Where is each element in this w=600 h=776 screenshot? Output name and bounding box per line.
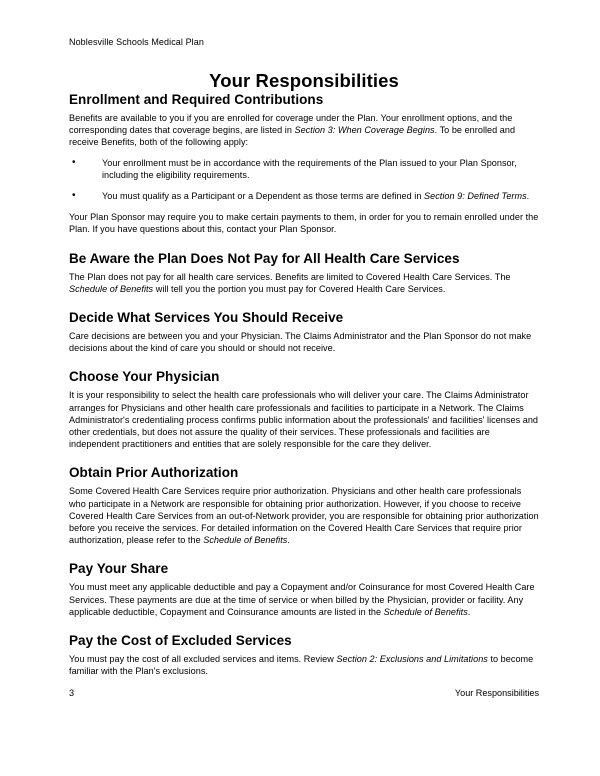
running-header: Noblesville Schools Medical Plan xyxy=(69,37,204,47)
list-item xyxy=(69,190,539,202)
section-decide-what-services xyxy=(69,295,539,354)
bullet-icon: • xyxy=(72,156,76,168)
footer-page-number: 3 xyxy=(69,688,75,698)
body-text-part1: Some Covered Health Care Services require prior authorization. Physicians and other health care professionals who participate in a Network are responsible for obtaining prior authorization. However, if you choose to receive Covered Health Care Services from an out-of-Network provider, you are responsible for obtaining prior authorization before you receive the services. For detailed information on the Covered Health Care Services that require prior authorization, please refer to the xyxy=(69,486,539,546)
body-text-part2: . xyxy=(287,535,290,546)
body-text-part1: The Plan does not pay for all health care services. Benefits are limited to Covered Health Care Services. The xyxy=(69,271,511,282)
page-content xyxy=(69,0,539,677)
body-reference-italic: Schedule of Benefits xyxy=(383,606,468,617)
intro-text-part1: Benefits are available to you if you are enrolled for coverage under the Plan. Your enrollment options, and the corresponding dates that coverage begins, are listed in xyxy=(69,113,513,136)
list-item-text-part2: . xyxy=(526,191,530,202)
body-text-part1: You must pay the cost of all excluded services and items. Review xyxy=(69,654,337,665)
body-text-part1: You must meet any applicable deductible and pay a Copayment and/or Coinsurance for most Covered Health Care Services. These payments are due at the time of service or when billed by the Physician, provider or facility. Any applicable deductible, Copayment and Coinsurance amounts are listed in the xyxy=(69,582,535,617)
body-reference-italic: Section 2: Exclusions and Limitations xyxy=(336,654,488,665)
section-heading-choose-physician: Choose Your Physician xyxy=(69,369,220,385)
section-pay-cost-of-excluded-services xyxy=(69,618,539,677)
section-heading-decide-services: Decide What Services You Should Receive xyxy=(69,310,344,326)
body-reference-italic: Schedule of Benefits xyxy=(203,535,288,546)
section-be-aware-plan-does-not-pay xyxy=(69,236,539,295)
section-body-paragraph: Care decisions are between you and your Physician. The Claims Administrator and the Plan Sponsor do not make decisions about the kind of care you should or should not receive. xyxy=(69,331,532,354)
section-heading-excluded-services: Pay the Cost of Excluded Services xyxy=(69,633,292,649)
section-body-paragraph: It is your responsibility to select the health care professionals who will deliver your care. The Claims Administrator arranges for Physicians and other health care professionals and facilities to participate in a Network. The Claims Administrator's credentialing process confirms public information about the professionals' and facilities' licenses and other credentials, but does not assure the quality of their services. These professionals and facilities are independent practitioners and entities that are solely responsible for the care they deliver. xyxy=(69,390,539,450)
body-text-part2: to become familiar with the Plan's exclusions. xyxy=(69,654,534,677)
body-text-part2: will tell you the portion you must pay for Covered Health Care Services. xyxy=(153,283,446,294)
section-body-paragraph xyxy=(69,267,539,295)
list-item-text-part1: Your enrollment must be in accordance with the requirements of the Plan issued to your Plan Sponsor, including the eligibility requirements. xyxy=(102,157,517,180)
intro-reference-italic: Section 3: When Coverage Begins xyxy=(294,125,435,136)
section-obtain-prior-authorization xyxy=(69,450,539,546)
section-choose-your-physician xyxy=(69,354,539,450)
body-reference-italic: Schedule of Benefits xyxy=(69,283,154,294)
body-text-part2: . xyxy=(467,606,471,617)
page-footer xyxy=(69,687,539,699)
section-intro-paragraph xyxy=(69,108,539,149)
section-body-paragraph xyxy=(69,649,539,677)
section-pay-your-share xyxy=(69,546,539,618)
section-closing-paragraph: Your Plan Sponsor may require you to make certain payments to them, in order for you to remain enrolled under the Plan. If you have questions about this, contact your Plan Sponsor. xyxy=(69,212,539,235)
footer-section-title: Your Responsibilities xyxy=(454,688,539,698)
section-heading-prior-authorization: Obtain Prior Authorization xyxy=(69,465,239,481)
section-enrollment-and-required-contributions xyxy=(69,92,539,236)
list-item-reference-italic: Section 9: Defined Terms xyxy=(424,191,527,202)
page-title: Your Responsibilities xyxy=(209,70,399,91)
section-body-paragraph xyxy=(69,577,539,618)
section-heading-pay-your-share: Pay Your Share xyxy=(69,561,169,577)
enrollment-requirements-list xyxy=(69,149,539,203)
section-heading-be-aware: Be Aware the Plan Does Not Pay for All Health Care Services xyxy=(69,250,460,266)
intro-text-part2: . To be enrolled and receive Benefits, both of the following apply: xyxy=(69,125,516,148)
bullet-icon: • xyxy=(72,190,76,202)
section-body-paragraph xyxy=(69,481,539,546)
list-item-text-part1: You must qualify as a Participant or a Dependent as those terms are defined in xyxy=(102,191,425,202)
list-item xyxy=(69,157,539,190)
section-heading-enrollment: Enrollment and Required Contributions xyxy=(69,92,324,107)
